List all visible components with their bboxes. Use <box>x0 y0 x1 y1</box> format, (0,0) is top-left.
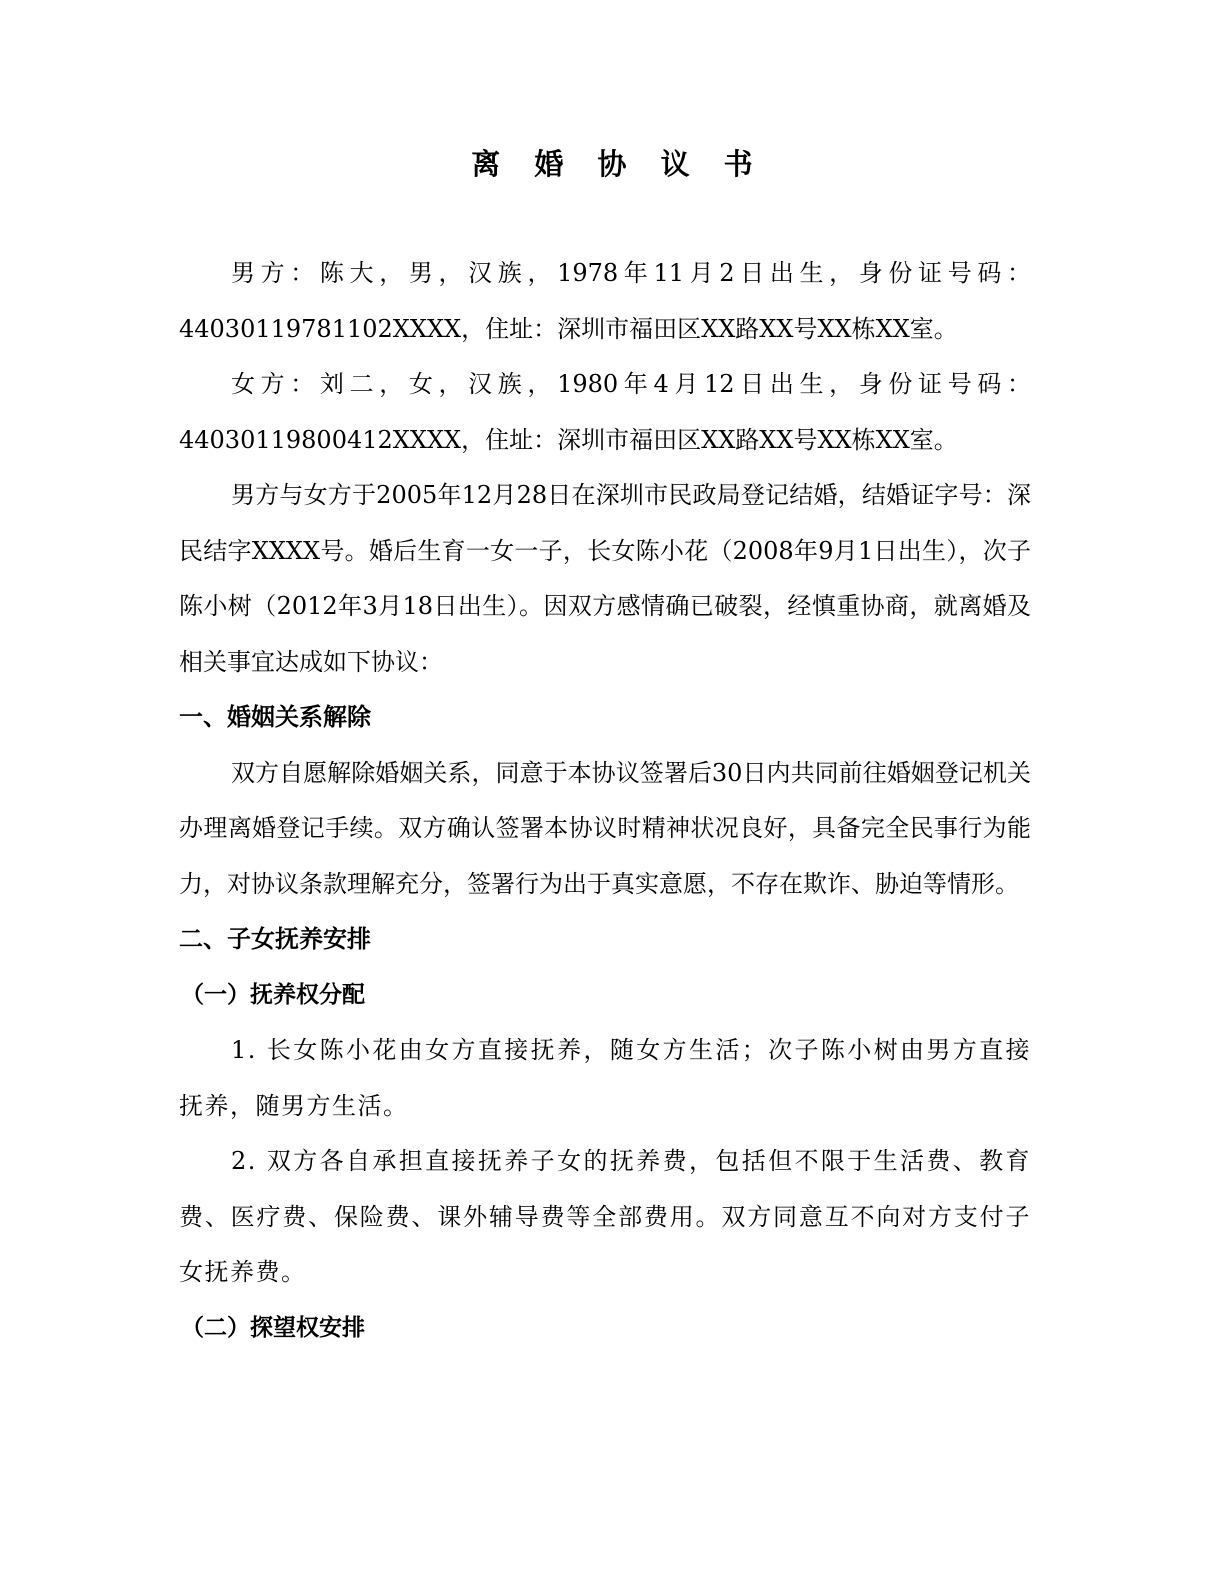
section-1-paragraph: 双方自愿解除婚姻关系，同意于本协议签署后30日内共同前往婚姻登记机关办理离婚登记手续。双方确认签署本协议时精神状况良好，具备完全民事行为能力，对协议条款理解充分，签署行为出于真实意愿，不存在欺诈、胁迫等情形。 <box>179 758 1031 898</box>
subsection-custody-heading: （一）抚养权分配 <box>181 981 365 1008</box>
document-title: 离 婚 协 议 书 <box>471 147 765 181</box>
custody-item-2: 2. 双方各自承担直接抚养子女的抚养费，包括但不限于生活费、教育费、医疗费、保险费、课外辅导费等全部费用。双方同意互不向对方支付子女抚养费。 <box>179 1147 1031 1286</box>
male-party-info: 男方：陈大，男，汉族，1978年11月2日出生，身份证号码：44030119781102XXXX，住址：深圳市福田区XX路XX号XX栋XX室。 <box>179 259 1031 343</box>
custody-item-1: 1. 长女陈小花由女方直接抚养，随女方生活；次子陈小树由男方直接抚养，随男方生活。 <box>179 1036 1031 1120</box>
preamble-paragraph: 男方与女方于2005年12月28日在深圳市民政局登记结婚，结婚证字号：深民结字XXXX号。婚后生育一女一子，长女陈小花（2008年9月1日出生），次子陈小树（2012年3月18日出生）。因双方感情确已破裂，经慎重协商，就离婚及相关事宜达成如下协议： <box>179 481 1031 676</box>
section-2-heading: 二、子女抚养安排 <box>179 925 371 953</box>
document-body <box>179 246 1031 1356</box>
section-1-heading: 一、婚姻关系解除 <box>179 703 371 731</box>
subsection-visitation-heading: （二）探望权安排 <box>181 1314 365 1341</box>
female-party-info: 女方：刘二，女，汉族，1980年4月12日出生，身份证号码：44030119800412XXXX，住址：深圳市福田区XX路XX号XX栋XX室。 <box>179 370 1031 454</box>
